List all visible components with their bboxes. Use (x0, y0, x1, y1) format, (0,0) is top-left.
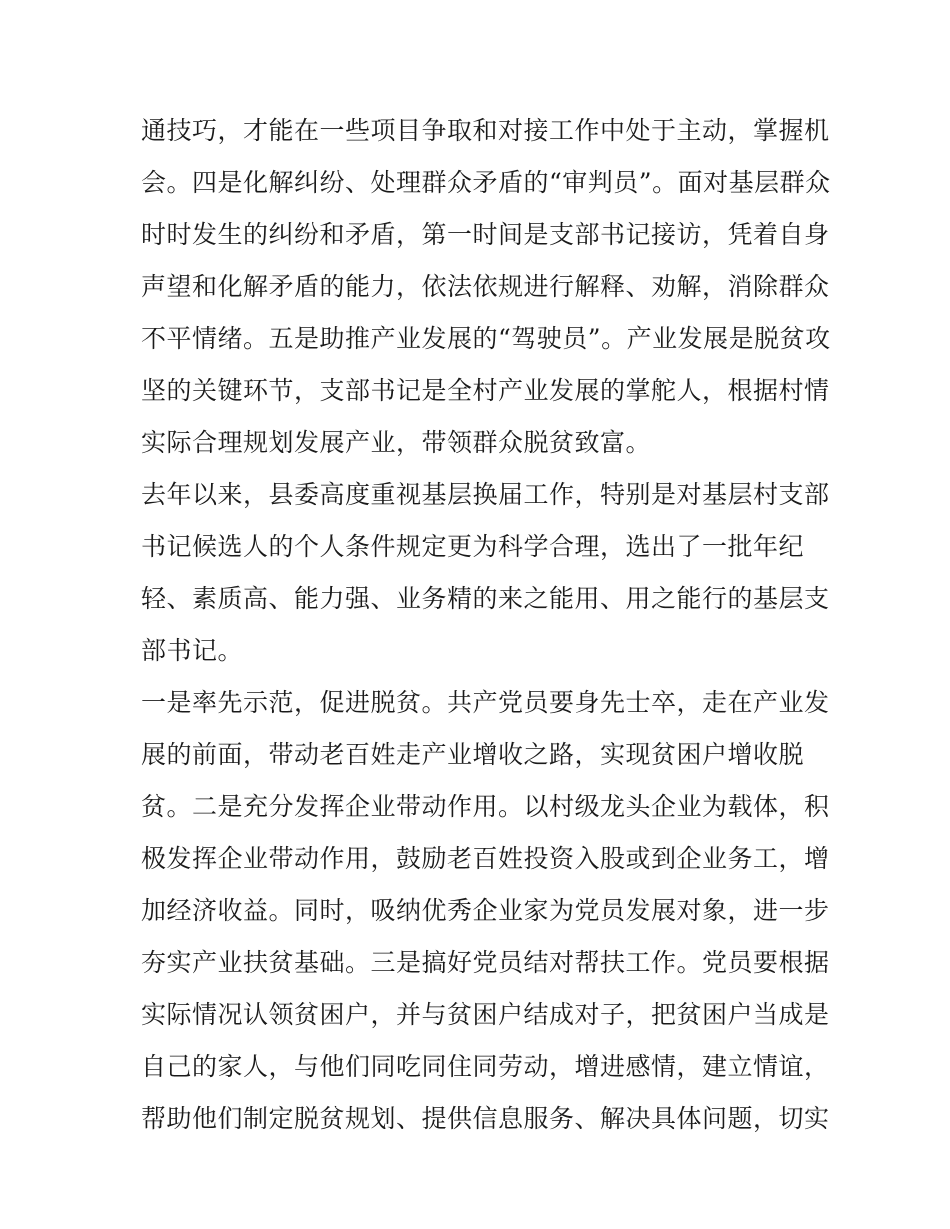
text-line: 部书记。 (141, 636, 244, 665)
text-line: 夯实产业扶贫基础。三是搞好党员结对帮扶工作。党员要根据 (141, 948, 830, 977)
text-line: 通技巧，才能在一些项目争取和对接工作中处于主动，掌握机 (141, 116, 830, 145)
text-line: 自己的家人，与他们同吃同住同劳动，增进感情，建立情谊， (141, 1052, 830, 1081)
text-line: 不平情绪。五是助推产业发展的“驾驶员”。产业发展是脱贫攻 (141, 324, 831, 353)
text-line: 书记候选人的个人条件规定更为科学合理，选出了一批年纪 (141, 532, 805, 561)
text-line: 会。四是化解纠纷、处理群众矛盾的“审判员”。面对基层群众 (141, 168, 831, 197)
text-line: 去年以来，县委高度重视基层换届工作，特别是对基层村支部 (141, 480, 830, 509)
text-line: 帮助他们制定脱贫规划、提供信息服务、解决具体问题，切实 (141, 1104, 830, 1133)
text-line: 加经济收益。同时，吸纳优秀企业家为党员发展对象，进一步 (141, 896, 830, 925)
text-line: 实际合理规划发展产业，带领群众脱贫致富。 (141, 428, 652, 457)
text-line: 展的前面，带动老百姓走产业增收之路，实现贫困户增收脱 (141, 740, 805, 769)
text-line: 极发挥企业带动作用，鼓励老百姓投资入股或到企业务工，增 (141, 844, 830, 873)
text-line: 坚的关键环节，支部书记是全村产业发展的掌舵人，根据村情 (141, 376, 830, 405)
text-line: 贫。二是充分发挥企业带动作用。以村级龙头企业为载体，积 (141, 792, 830, 821)
text-line: 实际情况认领贫困户，并与贫困户结成对子，把贫困户当成是 (141, 1000, 830, 1029)
text-line: 声望和化解矛盾的能力，依法依规进行解释、劝解，消除群众 (141, 272, 830, 301)
text-line: 一是率先示范，促进脱贫。共产党员要身先士卒，走在产业发 (141, 688, 830, 717)
text-line: 轻、素质高、能力强、业务精的来之能用、用之能行的基层支 (141, 584, 830, 613)
document-body-text (141, 105, 831, 1145)
text-line: 时时发生的纠纷和矛盾，第一时间是支部书记接访，凭着自身 (141, 220, 830, 249)
